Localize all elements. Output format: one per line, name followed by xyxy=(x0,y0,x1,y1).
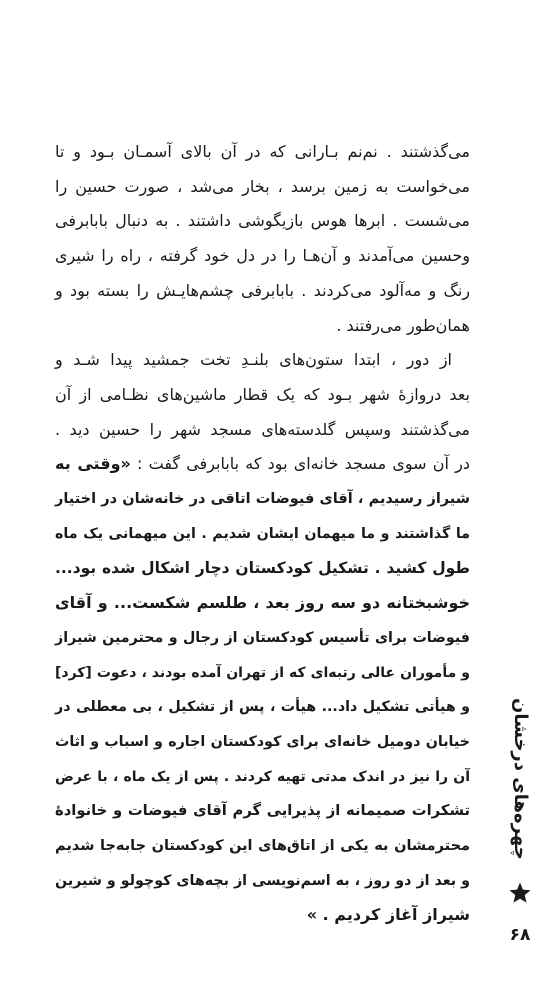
page-number: ۶۸ xyxy=(509,925,531,945)
quoted-text-line: ما گذاشتند و ما میهمان ایشان شدیم . این میهمانی یک ماه xyxy=(55,525,470,542)
quoted-text-line: شیراز رسیدیم ، آقای فیوضات اتاقی در خانه‌شان در اختیار xyxy=(55,491,470,508)
quoted-text-line: و بعد از دو روز ، به اسم‌نویسی از بچه‌های کوچولو و شیرین xyxy=(55,872,470,889)
text-line: از دور ، ابتدا ستون‌های بلنـدِ تخت جمشید پیدا شـد و xyxy=(55,350,452,370)
quoted-text-line: تشکرات صمیمانه از پذیرایی گرم آقای فیوضات و خانوادهٔ xyxy=(55,802,470,820)
text-line: می‌شست . ابرها هوس بازیگوشی داشتند . به دنبال بابابرفی xyxy=(55,211,470,231)
quoted-text-line: خوشبختانه دو سه روز بعد ، طلسم شکست... و آقای xyxy=(55,593,470,613)
quoted-text-line: آن را نیز در اندک مدتی تهیه کردند . پس از یک ماه ، با عرض xyxy=(55,768,470,785)
text-line: می‌گذشتند . نم‌نم بـارانی که در آن بالای آسمـان بـود و تا xyxy=(55,142,470,161)
star-icon-graphic xyxy=(508,881,532,905)
quote-segment: «وقتی به xyxy=(55,454,131,474)
quoted-text-line: فیوضات برای تأسیس کودکستان از رجال و محترمین شیراز xyxy=(55,629,470,646)
paragraph xyxy=(55,135,470,343)
text-line-quote-start xyxy=(55,447,470,482)
quoted-text-line: و هیأتی تشکیل داد... هیأت ، پس از تشکیل ، بی معطلی در xyxy=(55,699,470,716)
text-line: می‌گذشتند وسپس گلدسته‌های مسجد شهر را حسین دید . xyxy=(55,419,470,439)
text-line: وحسین می‌آمدند و آن‌هـا را در دل خود گرفته ، راه را شیری xyxy=(55,246,470,266)
body-text xyxy=(55,135,470,933)
text-line: همان‌طور می‌رفتند . xyxy=(336,315,470,335)
quoted-text-line: شیراز آغاز کردیم . » xyxy=(306,905,470,925)
quoted-text-line: و مأموران عالی رتبه‌ای که از تهران آمده بودند ، دعوت [کرد] xyxy=(55,664,470,681)
text-segment: در آن سوی مسجد خانه‌ای بود که بابابرفی گفت : xyxy=(130,454,470,474)
quoted-text-line: طول کشید . تشکیل کودکستان دچار اشکال شده بود... xyxy=(55,559,470,578)
text-line: رنگ و مه‌آلود می‌کردند . بابابرفی چشم‌هایـش را بسته بود و xyxy=(55,280,470,300)
quoted-text-line: محترمشان به یکی از اتاق‌های این کودکستان جابه‌جا شدیم xyxy=(55,838,470,855)
text-line: می‌خواست به زمین برسد ، بخار می‌شد ، صورت حسین را xyxy=(55,176,470,196)
quoted-text-line: خیابان دومیل خانه‌ای برای کودکستان اجاره و اسباب و اثاث xyxy=(55,733,470,750)
text-line: بعد دروازهٔ شهر بـود که یک قطار ماشین‌های نظـامی از آن xyxy=(55,384,470,404)
star-icon xyxy=(508,881,532,905)
running-head: چهره‌های درخشان xyxy=(510,698,531,860)
paragraph xyxy=(55,343,470,933)
